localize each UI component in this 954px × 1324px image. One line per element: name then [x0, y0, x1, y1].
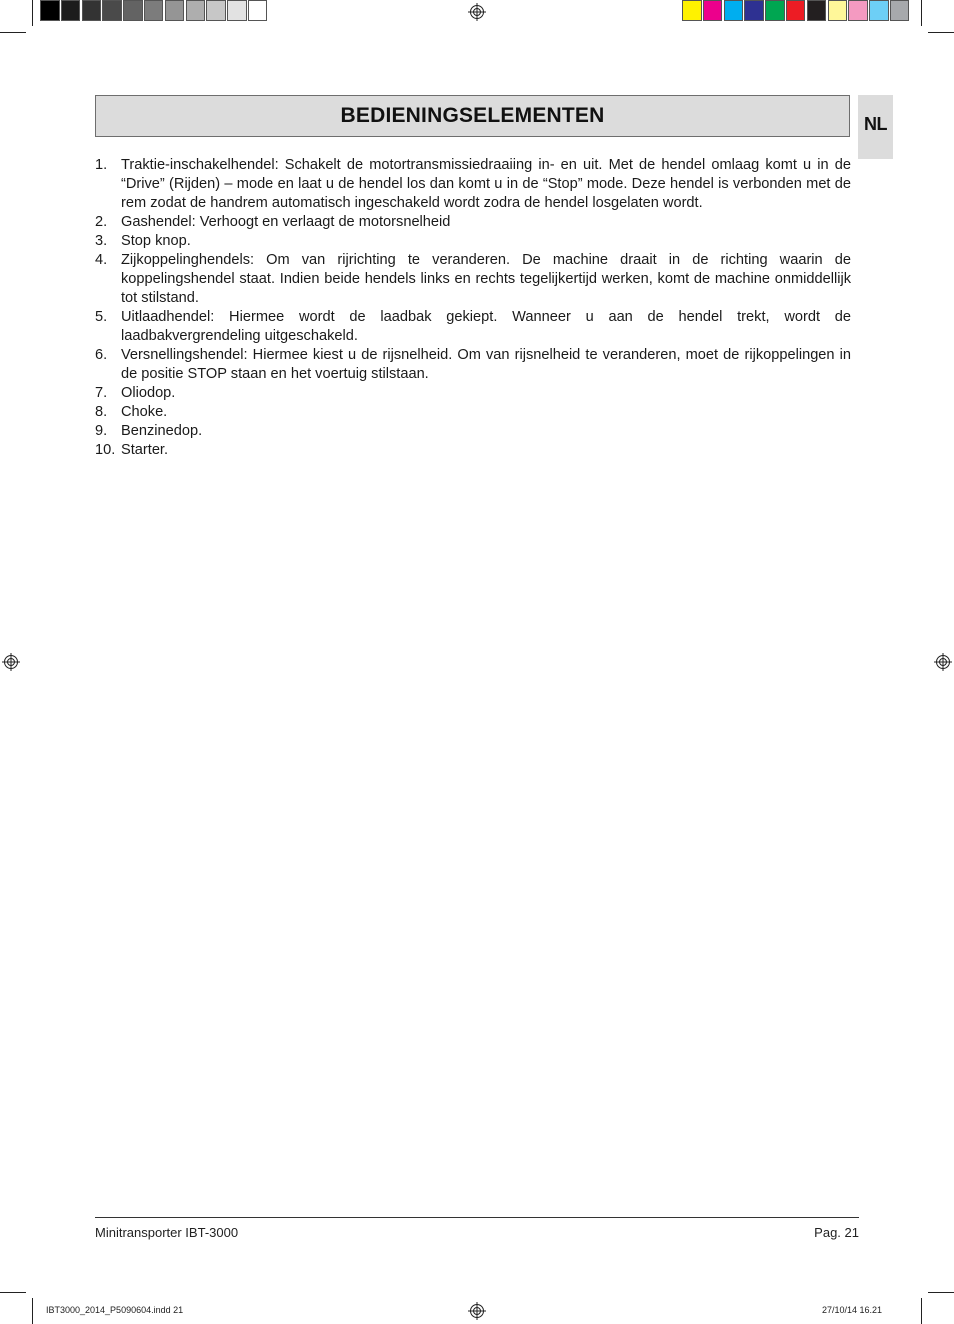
footer-product-name: Minitransporter IBT-3000 — [95, 1225, 239, 1240]
color-swatch — [682, 0, 702, 21]
gray-swatch — [123, 0, 143, 21]
gray-swatch — [186, 0, 206, 21]
footer-page-number: Pag. 21 — [814, 1225, 859, 1240]
item-number: 3. — [95, 233, 108, 249]
item-text: Uitlaadhendel: Hiermee wordt de laadbak gekiept. Wanneer u aan de hendel trekt, wordt de laadbakvergrendeling uitgeschakeld. — [121, 309, 851, 344]
item-number: 1. — [95, 157, 108, 173]
crop-mark — [32, 0, 33, 26]
crop-mark — [928, 32, 954, 33]
list-item — [95, 251, 851, 308]
item-text: Stop knop. — [121, 233, 191, 249]
gray-swatch — [144, 0, 164, 21]
item-text: Oliodop. — [121, 385, 176, 401]
crop-mark — [928, 1292, 954, 1293]
list-item — [95, 403, 851, 422]
list-item — [95, 156, 851, 213]
item-number: 2. — [95, 214, 108, 230]
list-item — [95, 422, 851, 441]
item-text: Benzinedop. — [121, 423, 203, 439]
crop-mark — [32, 1298, 33, 1324]
item-text: Starter. — [121, 442, 169, 458]
item-number: 9. — [95, 423, 108, 439]
print-slug-date: 27/10/14 16.21 — [822, 1305, 883, 1315]
registration-mark-icon — [2, 653, 20, 671]
item-text: Gashendel: Verhoogt en verlaagt de motorsnelheid — [121, 214, 451, 230]
item-text: Choke. — [121, 404, 168, 420]
item-number: 7. — [95, 385, 108, 401]
gray-swatch — [82, 0, 102, 21]
footer-divider — [95, 1217, 859, 1218]
color-swatch — [744, 0, 764, 21]
gray-swatch — [61, 0, 81, 21]
print-slug-file: IBT3000_2014_P5090604.indd 21 — [46, 1305, 184, 1315]
gray-swatch — [40, 0, 60, 21]
color-swatch — [828, 0, 848, 21]
section-title-box — [95, 95, 850, 137]
language-code: NL — [864, 114, 887, 134]
gray-swatch — [206, 0, 226, 21]
list-item — [95, 384, 851, 403]
color-swatch — [807, 0, 827, 21]
color-swatch — [848, 0, 868, 21]
list-item — [95, 213, 851, 232]
item-text: Versnellingshendel: Hiermee kiest u de rijsnelheid. Om van rijsnelheid te veranderen, moet de rijkoppelingen in de positie STOP staan en het voertuig stilstaan. — [121, 347, 851, 382]
crop-mark — [921, 0, 922, 26]
list-item — [95, 346, 851, 384]
gray-swatch — [248, 0, 268, 21]
registration-mark-icon — [934, 653, 952, 671]
item-number: 4. — [95, 252, 108, 268]
item-number: 6. — [95, 347, 108, 363]
crop-mark — [0, 32, 26, 33]
list-item — [95, 232, 851, 251]
registration-mark-icon — [468, 3, 486, 21]
color-swatch — [869, 0, 889, 21]
gray-swatch — [165, 0, 185, 21]
list-item — [95, 441, 851, 460]
crop-mark — [0, 1292, 26, 1293]
item-number: 10. — [95, 442, 116, 458]
color-swatch — [786, 0, 806, 21]
item-text: Zijkoppelinghendels: Om van rijrichting te veranderen. De machine draait in de richting waarin de koppelingshendel staat. Indien beide hendels links en rechts tegelijkertijd werken, komt de machine onmiddellijk tot stilstand. — [121, 252, 851, 306]
item-number: 5. — [95, 309, 108, 325]
registration-mark-icon — [468, 1302, 486, 1320]
language-tab — [858, 95, 893, 159]
gray-scale-bar — [40, 0, 269, 21]
gray-swatch — [102, 0, 122, 21]
crop-mark — [921, 1298, 922, 1324]
item-number: 8. — [95, 404, 108, 420]
color-swatch — [765, 0, 785, 21]
controls-list — [95, 156, 851, 460]
color-swatch — [890, 0, 910, 21]
process-color-bar — [682, 0, 911, 21]
page-title: BEDIENINGSELEMENTEN — [340, 104, 605, 127]
list-item — [95, 308, 851, 346]
color-swatch — [724, 0, 744, 21]
color-swatch — [703, 0, 723, 21]
gray-swatch — [227, 0, 247, 21]
item-text: Traktie-inschakelhendel: Schakelt de motortransmissiedraaiing in- en uit. Met de hendel omlaag komt u in de “Drive” (Rijden) – mode en laat u de hendel los dan komt u in de “Stop” mode. Deze hendel is verbonden met de rem zodat de handrem automatisch ingeschakeld wordt zodra de hendel losgelaten wordt. — [121, 157, 851, 211]
